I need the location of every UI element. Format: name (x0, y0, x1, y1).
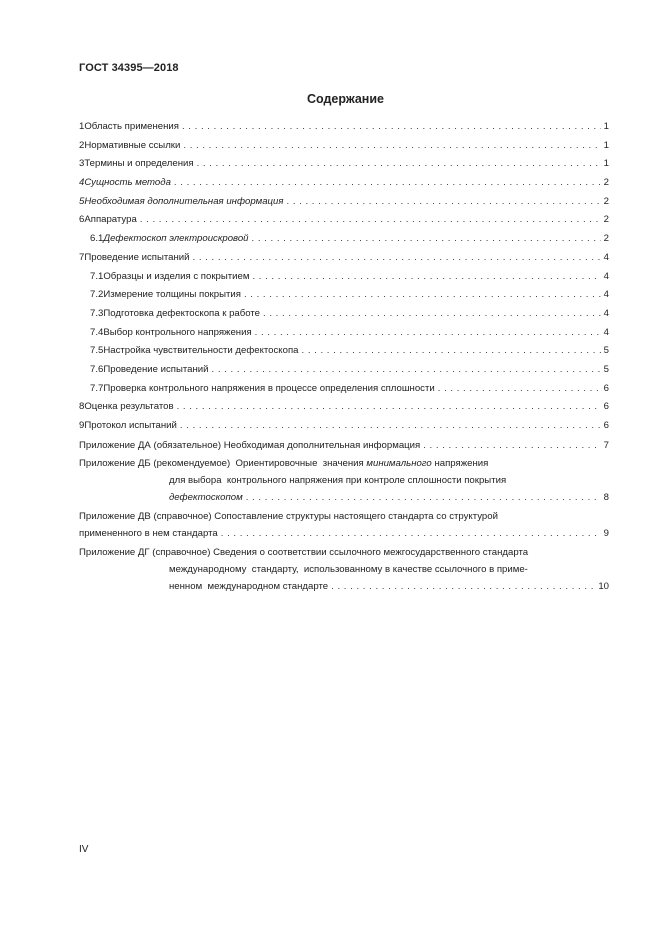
toc-entry-page: 6 (603, 382, 609, 394)
toc-entry[interactable] (79, 155, 609, 174)
toc-entry-label: Образцы и изделия с покрытием (103, 270, 250, 282)
leader-dots (252, 230, 602, 249)
toc-entry-page: 4 (603, 289, 609, 301)
appendix-line (79, 472, 609, 489)
toc-entry-number: 7 (79, 251, 85, 263)
toc-entry-page: 2 (603, 233, 609, 245)
toc-subentry[interactable] (79, 380, 609, 399)
appendix-title-part: Приложение ДВ (справочное) Сопоставление структуры настоящего стандарта со структурой (79, 511, 498, 523)
toc-entry-number: 6.1 (90, 233, 104, 245)
appendix-title-part: минимального (366, 458, 432, 470)
leader-dots (140, 211, 601, 230)
toc-entry-number: 9 (79, 420, 85, 431)
toc-entry-number: 7.6 (90, 363, 104, 375)
leader-dots (197, 155, 601, 174)
toc-entry-number: 4 (79, 177, 85, 189)
toc-entry-label: Аппаратура (84, 214, 137, 226)
leader-dots (423, 437, 601, 454)
appendix-page: 7 (603, 439, 609, 451)
appendix-line (79, 544, 609, 561)
toc-entry-label: Оценка результатов (84, 401, 174, 413)
appendix-page: 10 (598, 581, 609, 593)
leader-dots (183, 137, 601, 156)
toc-entry-label: Область применения (84, 121, 179, 132)
toc-entry-page: 1 (603, 121, 609, 132)
appendix-db[interactable] (79, 455, 609, 506)
leader-dots (174, 174, 601, 193)
leader-dots (246, 489, 601, 506)
leader-dots (438, 380, 601, 399)
toc-entry[interactable] (79, 398, 609, 417)
leader-dots (301, 342, 601, 361)
appendix-title-part: примененного в нем стандарта (79, 528, 218, 540)
leader-dots (193, 249, 602, 268)
leader-dots (263, 305, 601, 324)
toc-subentry[interactable] (79, 286, 609, 305)
toc-entry-page: 4 (603, 307, 609, 319)
toc-subentry[interactable] (79, 268, 609, 287)
appendix-line (79, 561, 609, 578)
toc-entry-label: Проверка контрольного напряжения в процессе определения сплошности (103, 382, 435, 394)
appendix-dg[interactable] (79, 544, 609, 595)
toc-entry-number: 3 (79, 158, 85, 170)
toc-entry-number: 7.3 (90, 307, 104, 319)
toc-subentry[interactable] (79, 342, 609, 361)
appendix-title-part: Приложение ДГ (справочное) Сведения о соответствии ссылочного межгосударственного стандарта (79, 547, 529, 559)
toc-entry-label: Термины и определения (84, 158, 194, 170)
appendix-title-part: ненном международном стандарте (169, 581, 329, 593)
leader-dots (182, 118, 601, 137)
toc-entry-page: 2 (603, 195, 609, 207)
page-title: Содержание (306, 92, 384, 106)
toc-entry[interactable] (79, 174, 609, 193)
appendix-title-part: для выбора контрольного напряжения при контроле сплошности покрытия (169, 475, 507, 487)
appendix-title-part: Приложение ДБ (рекомендуемое) Ориентировочные значения (79, 458, 367, 470)
toc-entry-label: Дефектоскоп электроискровой (103, 233, 249, 245)
toc-entry-label: Сущность метода (84, 177, 171, 189)
leader-dots (255, 324, 601, 343)
leader-dots (244, 286, 601, 305)
toc-entry-label: Проведение испытаний (103, 363, 209, 375)
toc-entry-page: 5 (603, 345, 609, 357)
appendix-line (79, 578, 609, 595)
toc-entry[interactable] (79, 249, 609, 268)
page-number: IV (79, 844, 89, 855)
toc-entry-page: 6 (603, 420, 609, 431)
toc-entry-number: 5 (79, 195, 85, 207)
leader-dots (212, 361, 602, 380)
toc-subentry[interactable] (79, 230, 609, 249)
appendix-dv[interactable] (79, 508, 609, 542)
toc-entry-label: Настройка чувствительности дефектоскопа (103, 345, 299, 357)
appendix-title-part: международному стандарту, использованному в качестве ссылочного в приме- (169, 564, 528, 576)
toc-entry[interactable] (79, 118, 609, 137)
toc-entry-page: 1 (603, 158, 609, 170)
leader-dots (331, 578, 596, 595)
appendix-page: 8 (603, 492, 609, 504)
toc-entry-number: 7.5 (90, 345, 104, 357)
toc-entry-number: 2 (79, 139, 85, 151)
toc-entry-number: 8 (79, 401, 85, 413)
toc-entry-page: 6 (603, 401, 609, 413)
toc-entry-label: Необходимая дополнительная информация (84, 195, 284, 207)
toc-entry[interactable] (79, 211, 609, 230)
toc-subentry[interactable] (79, 324, 609, 343)
toc-subentry[interactable] (79, 361, 609, 380)
leader-dots (221, 525, 601, 542)
toc-entry[interactable] (79, 137, 609, 156)
table-of-contents (79, 118, 609, 597)
toc-entry-label: Подготовка дефектоскопа к работе (103, 307, 261, 319)
toc-entry-number: 7.4 (90, 326, 104, 338)
appendix-line (79, 455, 609, 472)
toc-entry-number: 6 (79, 214, 85, 226)
appendix-title-part: дефектоскопом (169, 492, 243, 504)
toc-entry-page: 2 (603, 214, 609, 226)
toc-entry-number: 7.1 (90, 270, 104, 282)
appendix-title-part: напряжения (431, 458, 489, 470)
toc-entry[interactable] (79, 417, 609, 436)
toc-entry-number: 7.2 (90, 289, 104, 301)
toc-entry-page: 1 (603, 139, 609, 151)
appendix-line (79, 489, 609, 506)
toc-entry-label: Протокол испытаний (84, 420, 177, 431)
leader-dots (252, 268, 601, 287)
toc-entry-page: 5 (603, 363, 609, 375)
toc-entry-page: 4 (603, 251, 609, 263)
toc-entry-number: 7.7 (90, 382, 104, 394)
toc-entry-page: 2 (603, 177, 609, 189)
toc-entry-number: 1 (79, 121, 85, 132)
toc-entry-page: 4 (603, 326, 609, 338)
toc-subentry[interactable] (79, 305, 609, 324)
appendix-line (79, 437, 609, 454)
appendix-line (79, 508, 609, 525)
toc-entry-label: Проведение испытаний (84, 251, 190, 263)
appendix-title: Приложение ДА (обязательное) Необходимая дополнительная информация (79, 439, 421, 451)
toc-entry-page: 4 (603, 270, 609, 282)
leader-dots (286, 193, 601, 212)
toc-entry-label: Нормативные ссылки (84, 139, 181, 151)
appendix-line (79, 525, 609, 542)
document-header: ГОСТ 34395—2018 (79, 62, 179, 74)
appendix-page: 9 (603, 528, 609, 540)
appendix-da[interactable] (79, 437, 609, 454)
toc-entry-label: Выбор контрольного напряжения (103, 326, 252, 338)
toc-entry-label: Измерение толщины покрытия (103, 289, 241, 301)
toc-entry[interactable] (79, 193, 609, 212)
leader-dots (177, 398, 601, 417)
leader-dots (180, 417, 601, 436)
